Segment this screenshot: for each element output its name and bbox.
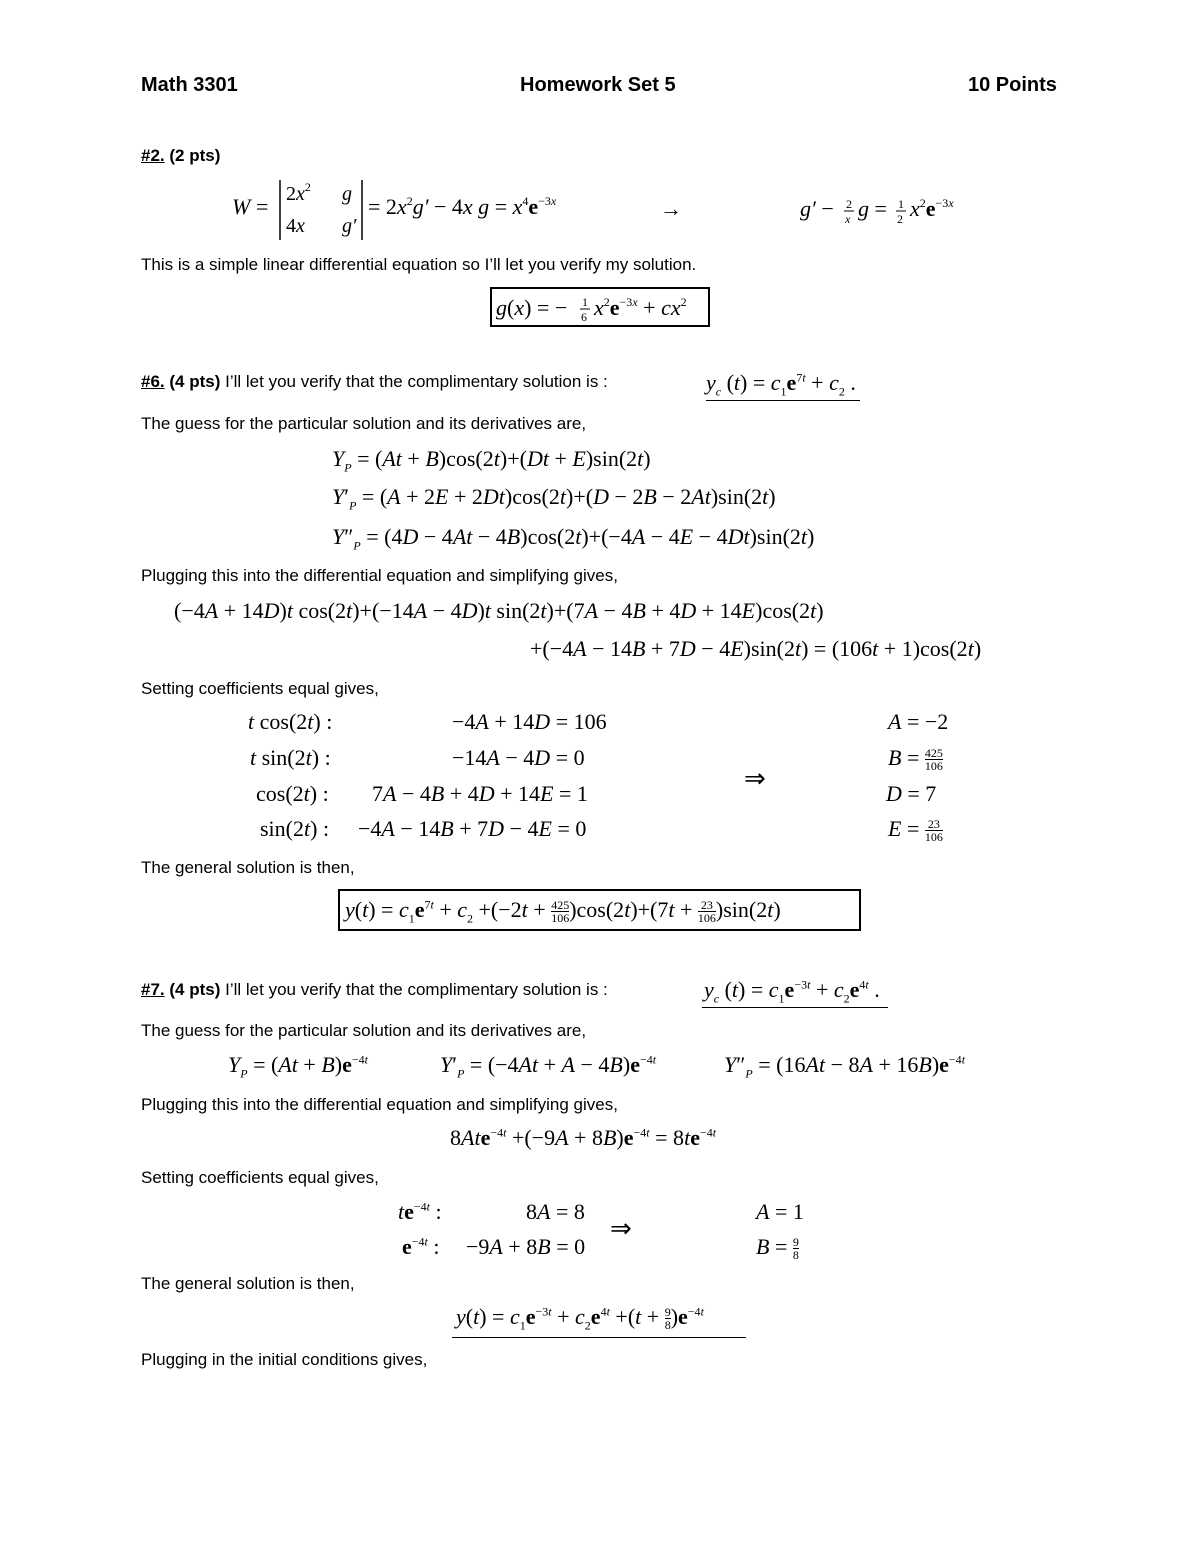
implies-arrow: ⇒	[610, 1214, 632, 1243]
problem-7-heading	[141, 980, 608, 1000]
problem-7-Yp-prime: $Y'_P = (-4At + A - 4B)e^{-4t}$	[440, 1052, 657, 1081]
coef-sol-A-7: A = 1	[756, 1199, 804, 1224]
svg-text:g′ −: g′ −	[800, 196, 834, 221]
problem-7-plug-text: Plugging this into the differential equation and simplifying gives,	[141, 1095, 618, 1114]
arrow-right: →	[660, 196, 682, 221]
problem-6-heading	[141, 372, 608, 392]
svg-text:2x2: $2x^2$	[286, 180, 311, 205]
problem-points: (2 pts)	[169, 146, 221, 165]
course-title: Math 3301	[141, 74, 238, 96]
coef-eq-4: −4A − 14B + 7D − 4E = 0	[358, 816, 587, 841]
problem-2-heading	[141, 146, 220, 166]
problem-6-coef-text: Setting coefficients equal gives,	[141, 679, 379, 698]
problem-6-complementary: $y_c$ $(t) = c_1e^{7t} + c_2$ .	[706, 370, 856, 399]
points-total: 10 Points	[968, 74, 1057, 96]
svg-text:6: 6	[581, 310, 587, 324]
linear-ode-svg	[800, 196, 1000, 236]
problem-2-answer-svg	[496, 293, 706, 325]
svg-text:x2e−3x: $x^2e^{-3x}$	[910, 196, 954, 221]
svg-text:g(x) = −: g(x) = −	[496, 295, 568, 320]
answer-underline	[452, 1337, 746, 1338]
svg-text:2: 2	[846, 197, 852, 211]
coef-label-sin: sin(2t) :	[260, 816, 330, 841]
problem-7-complementary: $y_c$ $(t) = c_1e^{-3t} + c_2e^{4t}$ .	[704, 977, 880, 1006]
problem-number: #7.	[141, 980, 165, 999]
problem-number: #2.	[141, 146, 165, 165]
coef-eq-3: 7A − 4B + 4D + 14E = 1	[372, 781, 588, 806]
svg-text:x: x	[845, 212, 851, 226]
problem-7-answer: $y(t) = c_1e^{-3t} + c_2e^{4t} +(t$ + $\frac{9}{8}$ )$e^{-4t}$	[456, 1304, 704, 1333]
coef-label-tcos: t cos(2t) :	[248, 709, 333, 734]
problem-6-plug-text: Plugging this into the differential equation and simplifying gives,	[141, 566, 618, 585]
problem-6-gen-text: The general solution is then,	[141, 858, 355, 877]
problem-points: (4 pts)	[169, 980, 221, 999]
problem-6-Yp-double-prime: $Y''_P = (4D - 4At - 4B)\cos(2t)+(-4A - 4E - 4Dt)\sin(2t)$	[332, 524, 815, 553]
problem-6-simplified-line-1: (−4A + 14D)t cos(2t)+(−14A − 4D)t sin(2t)+(7A − 4B + 4D + 14E)cos(2t)	[174, 598, 824, 623]
svg-text:x2e−3x + cx2: $x^2e^{-3x} + cx^2$	[594, 295, 687, 320]
problem-6-intro: I’ll let you verify that the complimentary solution is :	[225, 372, 608, 391]
svg-text:= 2x2g′ − 4x g = x4e−3x: = $2x^2g' - 4x$ $g = x^4e^{-3x}$	[368, 194, 557, 219]
problem-6-guess-text: The guess for the particular solution and its derivatives are,	[141, 414, 587, 433]
coef-sol-B: B = $\frac{425}{106}$	[888, 745, 943, 774]
wronskian-svg	[232, 178, 592, 246]
coef-sol-D: D = 7	[886, 781, 937, 806]
problem-7-coef-text: Setting coefficients equal gives,	[141, 1168, 379, 1187]
coef-sol-B-7: B = $\frac{9}{8}$	[756, 1234, 799, 1263]
coef-sol-A: A = −2	[888, 709, 949, 734]
implies-arrow: ⇒	[744, 764, 766, 793]
problem-7-gen-text: The general solution is then,	[141, 1274, 355, 1293]
problem-2-answer	[496, 293, 706, 331]
problem-6-answer: $y(t) = c_1e^{7t} + c_2 +(-2t$ + $\frac{425}{106}$ )cos(2t)+(7t + $\frac{23}{106}$ )sin(2t)	[345, 897, 781, 926]
coef-label-cos: cos(2t) :	[256, 781, 329, 806]
complementary-underline	[702, 1007, 888, 1008]
svg-text:g =: g =	[858, 196, 887, 221]
coef-eq-7-2: −9A + 8B = 0	[466, 1234, 586, 1259]
svg-text:4x: 4x	[286, 215, 305, 237]
svg-text:g′: g′	[342, 215, 357, 237]
problem-7-intro: I’ll let you verify that the complimentary solution is :	[225, 980, 608, 999]
problem-6-Yp-prime: $Y'_P = (A + 2E + 2Dt)\cos(2t)+(D - 2B - 2At)\sin(2t)$	[332, 484, 776, 513]
problem-number: #6.	[141, 372, 165, 391]
svg-text:W: W	[232, 194, 251, 219]
coef-eq-7-1: 8A = 8	[526, 1199, 585, 1224]
problem-6-Yp: $Y_P = (At + B)\cos(2t)+(Dt + E)\sin(2t)$	[332, 446, 651, 475]
problem-7-ic-text: Plugging in the initial conditions gives,	[141, 1350, 428, 1369]
problem-7-simplified: $8Ate^{-4t} +(-9A + 8B)e^{-4t} = 8te^{-4t}$	[450, 1125, 717, 1150]
problem-6-simplified-line-2: +(−4A − 14B + 7D − 4E)sin(2t) = (106t + 1)cos(2t)	[530, 636, 982, 661]
svg-text:1: 1	[898, 197, 904, 211]
problem-points: (4 pts)	[169, 372, 221, 391]
problem-7-Yp: $Y_P = (At + B)e^{-4t}$	[228, 1052, 368, 1081]
homework-title: Homework Set 5	[520, 74, 676, 96]
coef-label-tsin: t sin(2t) :	[250, 745, 331, 770]
svg-text:=: =	[256, 194, 269, 219]
complementary-underline	[706, 400, 860, 401]
problem-2-text: This is a simple linear differential equation so I’ll let you verify my solution.	[141, 255, 697, 274]
coef-sol-E: E = $\frac{23}{106}$	[888, 816, 943, 845]
coef-eq-1: −4A + 14D = 106	[452, 709, 607, 734]
problem-7-guess-text: The guess for the particular solution and its derivatives are,	[141, 1021, 587, 1040]
problem-7-Yp-double-prime: $Y''_P = (16At - 8A + 16B)e^{-4t}$	[724, 1052, 966, 1081]
coef-label-te: $te^{-4t}$ :	[398, 1199, 442, 1224]
svg-text:g: g	[342, 183, 352, 205]
svg-text:2: 2	[897, 212, 903, 226]
wronskian-equation	[232, 178, 592, 252]
svg-text:1: 1	[582, 295, 588, 309]
coef-label-e: $e^{-4t}$ :	[402, 1234, 440, 1259]
linear-ode	[800, 196, 1000, 242]
coef-eq-2: −14A − 4D = 0	[452, 745, 585, 770]
